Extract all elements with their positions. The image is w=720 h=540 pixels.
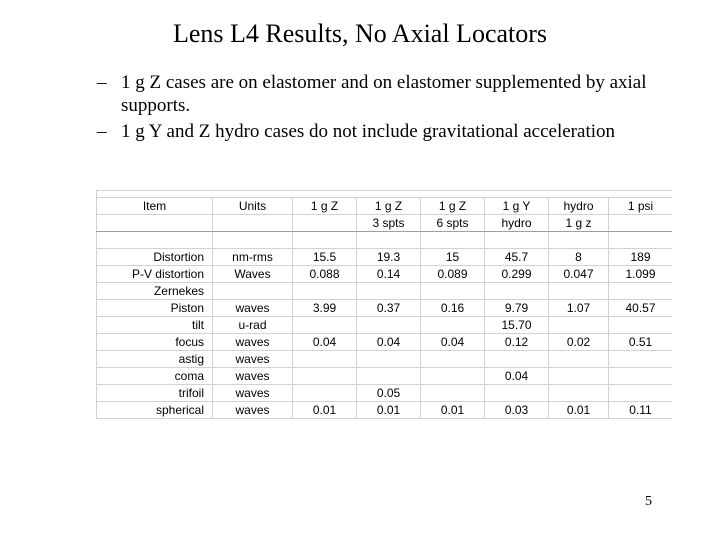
- table-cell: 15.5: [293, 249, 357, 266]
- table-cell: 0.04: [357, 334, 421, 351]
- table-cell: [609, 317, 673, 334]
- table-cell: [549, 351, 609, 368]
- table-cell: waves: [213, 300, 293, 317]
- table-cell: [609, 351, 673, 368]
- header-cell: Item: [97, 198, 213, 215]
- table-cell: 1.099: [609, 266, 673, 283]
- table-cell: 1.07: [549, 300, 609, 317]
- bullet-marker: –: [97, 121, 107, 142]
- header-cell: 3 spts: [357, 215, 421, 232]
- table-cell: 15: [421, 249, 485, 266]
- table-cell: 0.04: [421, 334, 485, 351]
- table-cell: 19.3: [357, 249, 421, 266]
- table-cell: waves: [213, 385, 293, 402]
- table-cell: [421, 351, 485, 368]
- table-cell: waves: [213, 402, 293, 419]
- table-cell: 0.04: [485, 368, 549, 385]
- row-label-cell: focus: [97, 334, 213, 351]
- table-row: [97, 232, 673, 249]
- table-cell: [549, 385, 609, 402]
- table-cell: 0.12: [485, 334, 549, 351]
- table-row: [97, 249, 673, 266]
- table-cell: 0.11: [609, 402, 673, 419]
- header-cell: 1 g Z: [421, 198, 485, 215]
- table-cell: [549, 317, 609, 334]
- table-cell: 8: [549, 249, 609, 266]
- table-cell: [609, 283, 673, 300]
- header-cell: [293, 215, 357, 232]
- table-cell: [293, 385, 357, 402]
- table-cell: [421, 317, 485, 334]
- row-label-cell: astig: [97, 351, 213, 368]
- row-label-cell: Distortion: [97, 249, 213, 266]
- row-label-cell: tilt: [97, 317, 213, 334]
- table-cell: [293, 368, 357, 385]
- table-cell: [549, 368, 609, 385]
- bullet-list: [97, 71, 697, 146]
- header-cell: hydro: [549, 198, 609, 215]
- header-cell: 1 psi: [609, 198, 673, 215]
- table-cell: [421, 232, 485, 249]
- header-cell: hydro: [485, 215, 549, 232]
- table-row: [97, 283, 673, 300]
- table-cell: [357, 368, 421, 385]
- table-cell: [609, 368, 673, 385]
- table-cell: 15.70: [485, 317, 549, 334]
- table-cell: [485, 283, 549, 300]
- table-cell: [609, 232, 673, 249]
- bullet-text: 1 g Z cases are on elastomer and on elastomer supplemented by axial supports.: [121, 72, 647, 116]
- row-label-cell: [97, 232, 213, 249]
- table-cell: [485, 351, 549, 368]
- table-cell: [485, 232, 549, 249]
- row-label-cell: spherical: [97, 402, 213, 419]
- table-cell: [485, 385, 549, 402]
- table-cell: [549, 232, 609, 249]
- page-number: 5: [645, 494, 652, 509]
- bullet-item: [97, 120, 697, 143]
- table-cell: 0.047: [549, 266, 609, 283]
- table-cell: 9.79: [485, 300, 549, 317]
- bullet-marker: –: [97, 72, 107, 93]
- results-table-container: [96, 190, 672, 430]
- table-row: [97, 317, 673, 334]
- table-cell: Waves: [213, 266, 293, 283]
- table-cell: waves: [213, 351, 293, 368]
- table-cell: waves: [213, 368, 293, 385]
- table-cell: 0.01: [421, 402, 485, 419]
- table-row: [97, 402, 673, 419]
- table-cell: 0.01: [357, 402, 421, 419]
- table-cell: [421, 368, 485, 385]
- table-cell: 0.01: [549, 402, 609, 419]
- table-row: [97, 266, 673, 283]
- table-row: [97, 300, 673, 317]
- row-label-cell: coma: [97, 368, 213, 385]
- table-cell: [609, 385, 673, 402]
- table-cell: 0.16: [421, 300, 485, 317]
- table-cell: u-rad: [213, 317, 293, 334]
- table-spacer: [97, 191, 673, 198]
- table-cell: [293, 232, 357, 249]
- table-row: [97, 368, 673, 385]
- table-header-row: [97, 215, 673, 232]
- table-cell: 0.089: [421, 266, 485, 283]
- header-cell: 1 g Z: [293, 198, 357, 215]
- table-cell: 0.01: [293, 402, 357, 419]
- table-cell: [421, 283, 485, 300]
- table-cell: [293, 283, 357, 300]
- row-label-cell: trifoil: [97, 385, 213, 402]
- row-label-cell: Zernekes: [97, 283, 213, 300]
- table-cell: [357, 283, 421, 300]
- table-cell: nm-rms: [213, 249, 293, 266]
- row-label-cell: Piston: [97, 300, 213, 317]
- table-cell: waves: [213, 334, 293, 351]
- table-cell: [213, 232, 293, 249]
- table-header-row: [97, 191, 673, 198]
- table-cell: 189: [609, 249, 673, 266]
- header-cell: 1 g Y: [485, 198, 549, 215]
- header-cell: [97, 215, 213, 232]
- table-row: [97, 351, 673, 368]
- table-cell: [357, 232, 421, 249]
- table-cell: [357, 317, 421, 334]
- slide-title: Lens L4 Results, No Axial Locators: [172, 19, 548, 48]
- header-cell: [609, 215, 673, 232]
- header-cell: 1 g Z: [357, 198, 421, 215]
- table-cell: [421, 385, 485, 402]
- table-cell: [213, 283, 293, 300]
- bullet-text: 1 g Y and Z hydro cases do not include gravitational acceleration: [121, 121, 615, 142]
- table-cell: [293, 351, 357, 368]
- table-cell: [357, 351, 421, 368]
- table-cell: 0.088: [293, 266, 357, 283]
- bullet-item: [97, 71, 697, 117]
- table-cell: 0.03: [485, 402, 549, 419]
- table-header-row: [97, 198, 673, 215]
- table-cell: [549, 283, 609, 300]
- table-row: [97, 385, 673, 402]
- table-cell: 0.04: [293, 334, 357, 351]
- table-cell: [293, 317, 357, 334]
- table-cell: 3.99: [293, 300, 357, 317]
- header-cell: [213, 215, 293, 232]
- results-table: [96, 190, 672, 419]
- table-cell: 0.02: [549, 334, 609, 351]
- table-row: [97, 334, 673, 351]
- table-cell: 40.57: [609, 300, 673, 317]
- header-cell: 1 g z: [549, 215, 609, 232]
- table-cell: 0.05: [357, 385, 421, 402]
- header-cell: 6 spts: [421, 215, 485, 232]
- table-cell: 0.51: [609, 334, 673, 351]
- table-cell: 0.37: [357, 300, 421, 317]
- table-cell: 0.14: [357, 266, 421, 283]
- row-label-cell: P-V distortion: [97, 266, 213, 283]
- table-cell: 0.299: [485, 266, 549, 283]
- table-cell: 45.7: [485, 249, 549, 266]
- header-cell: Units: [213, 198, 293, 215]
